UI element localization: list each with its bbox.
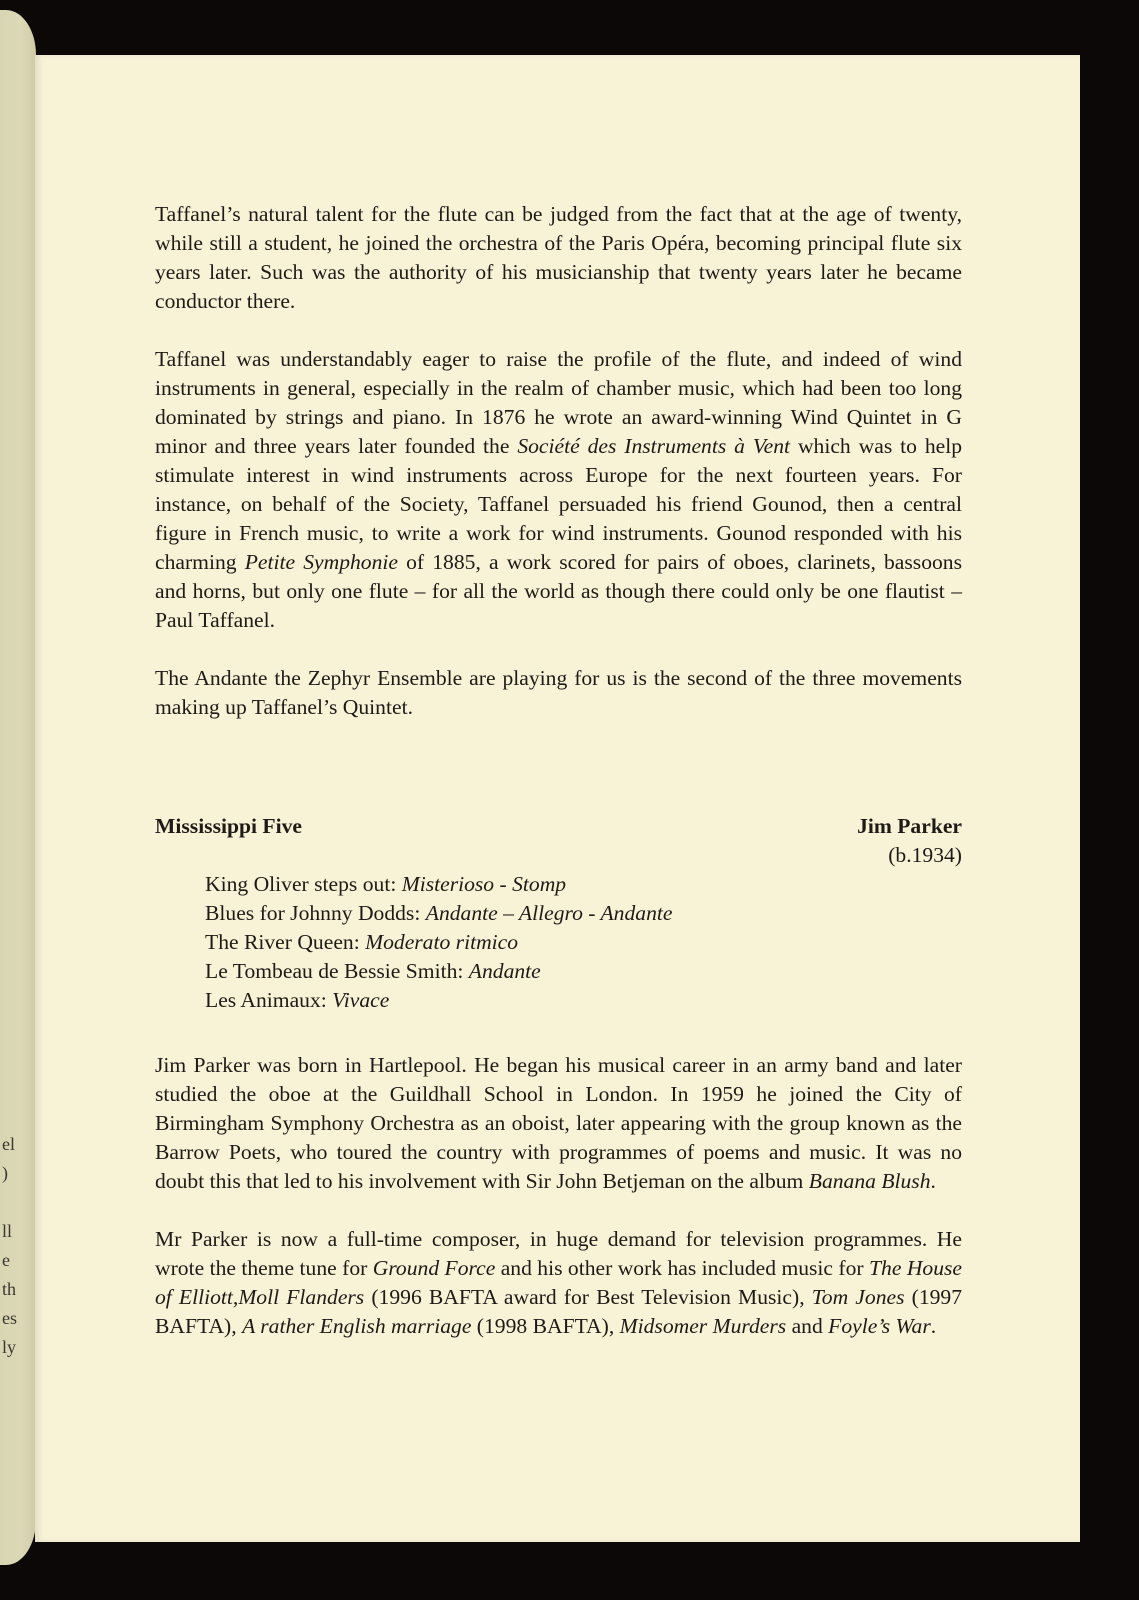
paragraph-parker-bio: Jim Parker was born in Hartlepool. He began his musical career in an army band and later studied the oboe at the Guildhall School in London. In 1959 he joined the City of Birmingham Symphony Orchestra as an oboist, later appearing with the group known as the Barrow Poets, who toured the country with programmes of poems and music. It was no doubt this that led to his involvement with Sir John Betjeman on the album Banana Blush.	[155, 1053, 962, 1193]
work-heading	[155, 812, 962, 841]
margin-fragment: es	[2, 1308, 17, 1328]
movement-tempo: Andante – Allegro - Andante	[425, 901, 673, 925]
page-content	[155, 200, 962, 1341]
movement-list	[155, 870, 962, 1015]
margin-fragment: ll	[2, 1221, 13, 1241]
italic-title: Midsomer Murders	[619, 1314, 787, 1338]
italic-title: Société des Instruments à Vent	[517, 434, 791, 458]
italic-title: Ground Force	[372, 1256, 496, 1280]
movement-item: Blues for Johnny Dodds: Andante – Allegro - Andante	[205, 901, 673, 925]
italic-title: Petite Symphonie	[244, 550, 398, 574]
margin-fragment: ly	[2, 1337, 17, 1357]
movement-tempo: Vivace	[332, 988, 390, 1012]
facing-page-margin-text	[2, 1130, 22, 1362]
movement-tempo: Andante	[468, 959, 541, 983]
paragraph-taffanel-talent: Taffanel’s natural talent for the flute can be judged from the fact that at the age of twenty, while still a student, he joined the orchestra of the Paris Opéra, becoming principal flute six years later. Such was the authority of his musicianship that twenty years later he became conductor there.	[155, 202, 962, 313]
paragraph-parker-tv: Mr Parker is now a full-time composer, in huge demand for television programmes. He wrote the theme tune for Ground Force and his other work has included music for The House of Elliott,Moll Flanders (1996 BAFTA award for Best Television Music), Tom Jones (1997 BAFTA), A rather English marriage (1998 BAFTA), Midsomer Murders and Foyle’s War.	[155, 1227, 963, 1338]
italic-title: Banana Blush	[808, 1169, 931, 1193]
work-composer: Jim Parker	[857, 814, 962, 838]
composer-dates: (b.1934)	[888, 843, 962, 867]
margin-fragment: el	[2, 1134, 15, 1154]
italic-title: The House of Elliott,Moll Flanders	[155, 1256, 963, 1309]
paragraph-andante-note: The Andante the Zephyr Ensemble are playing for us is the second of the three movements making up Taffanel’s Quintet.	[155, 666, 962, 719]
work-title: Mississippi Five	[155, 814, 302, 838]
margin-fragment: th	[2, 1279, 17, 1299]
margin-fragment: e	[2, 1250, 10, 1270]
movement-item: Les Animaux: Vivace	[205, 988, 390, 1012]
page	[35, 55, 1080, 1542]
movement-item: King Oliver steps out: Misterioso - Stomp	[205, 872, 567, 896]
movement-tempo: Misterioso - Stomp	[401, 872, 567, 896]
italic-title: Tom Jones	[811, 1285, 905, 1309]
margin-fragment: )	[2, 1163, 8, 1183]
italic-title: A rather English marriage	[242, 1314, 472, 1338]
movement-item: The River Queen: Moderato ritmico	[205, 930, 519, 954]
facing-page-edge	[0, 10, 36, 1565]
margin-fragment	[2, 1188, 22, 1217]
movement-item: Le Tombeau de Bessie Smith: Andante	[205, 959, 541, 983]
italic-title: Foyle’s War	[828, 1314, 931, 1338]
paragraph-taffanel-wind: Taffanel was understandably eager to raise the profile of the flute, and indeed of wind instruments in general, especially in the realm of chamber music, which had been too long dominated by strings and piano. In 1876 he wrote an award-winning Wind Quintet in G minor and three years later founded the Société des Instruments à Vent which was to help stimulate interest in wind instruments across Europe for the next fourteen years. For instance, on behalf of the Society, Taffanel persuaded his friend Gounod, then a central figure in French music, to write a work for wind instruments. Gounod responded with his charming Petite Symphonie of 1885, a work scored for pairs of oboes, clarinets, bassoons and horns, but only one flute – for all the world as though there could only be one flautist – Paul Taffanel.	[155, 347, 963, 632]
movement-tempo: Moderato ritmico	[365, 930, 519, 954]
